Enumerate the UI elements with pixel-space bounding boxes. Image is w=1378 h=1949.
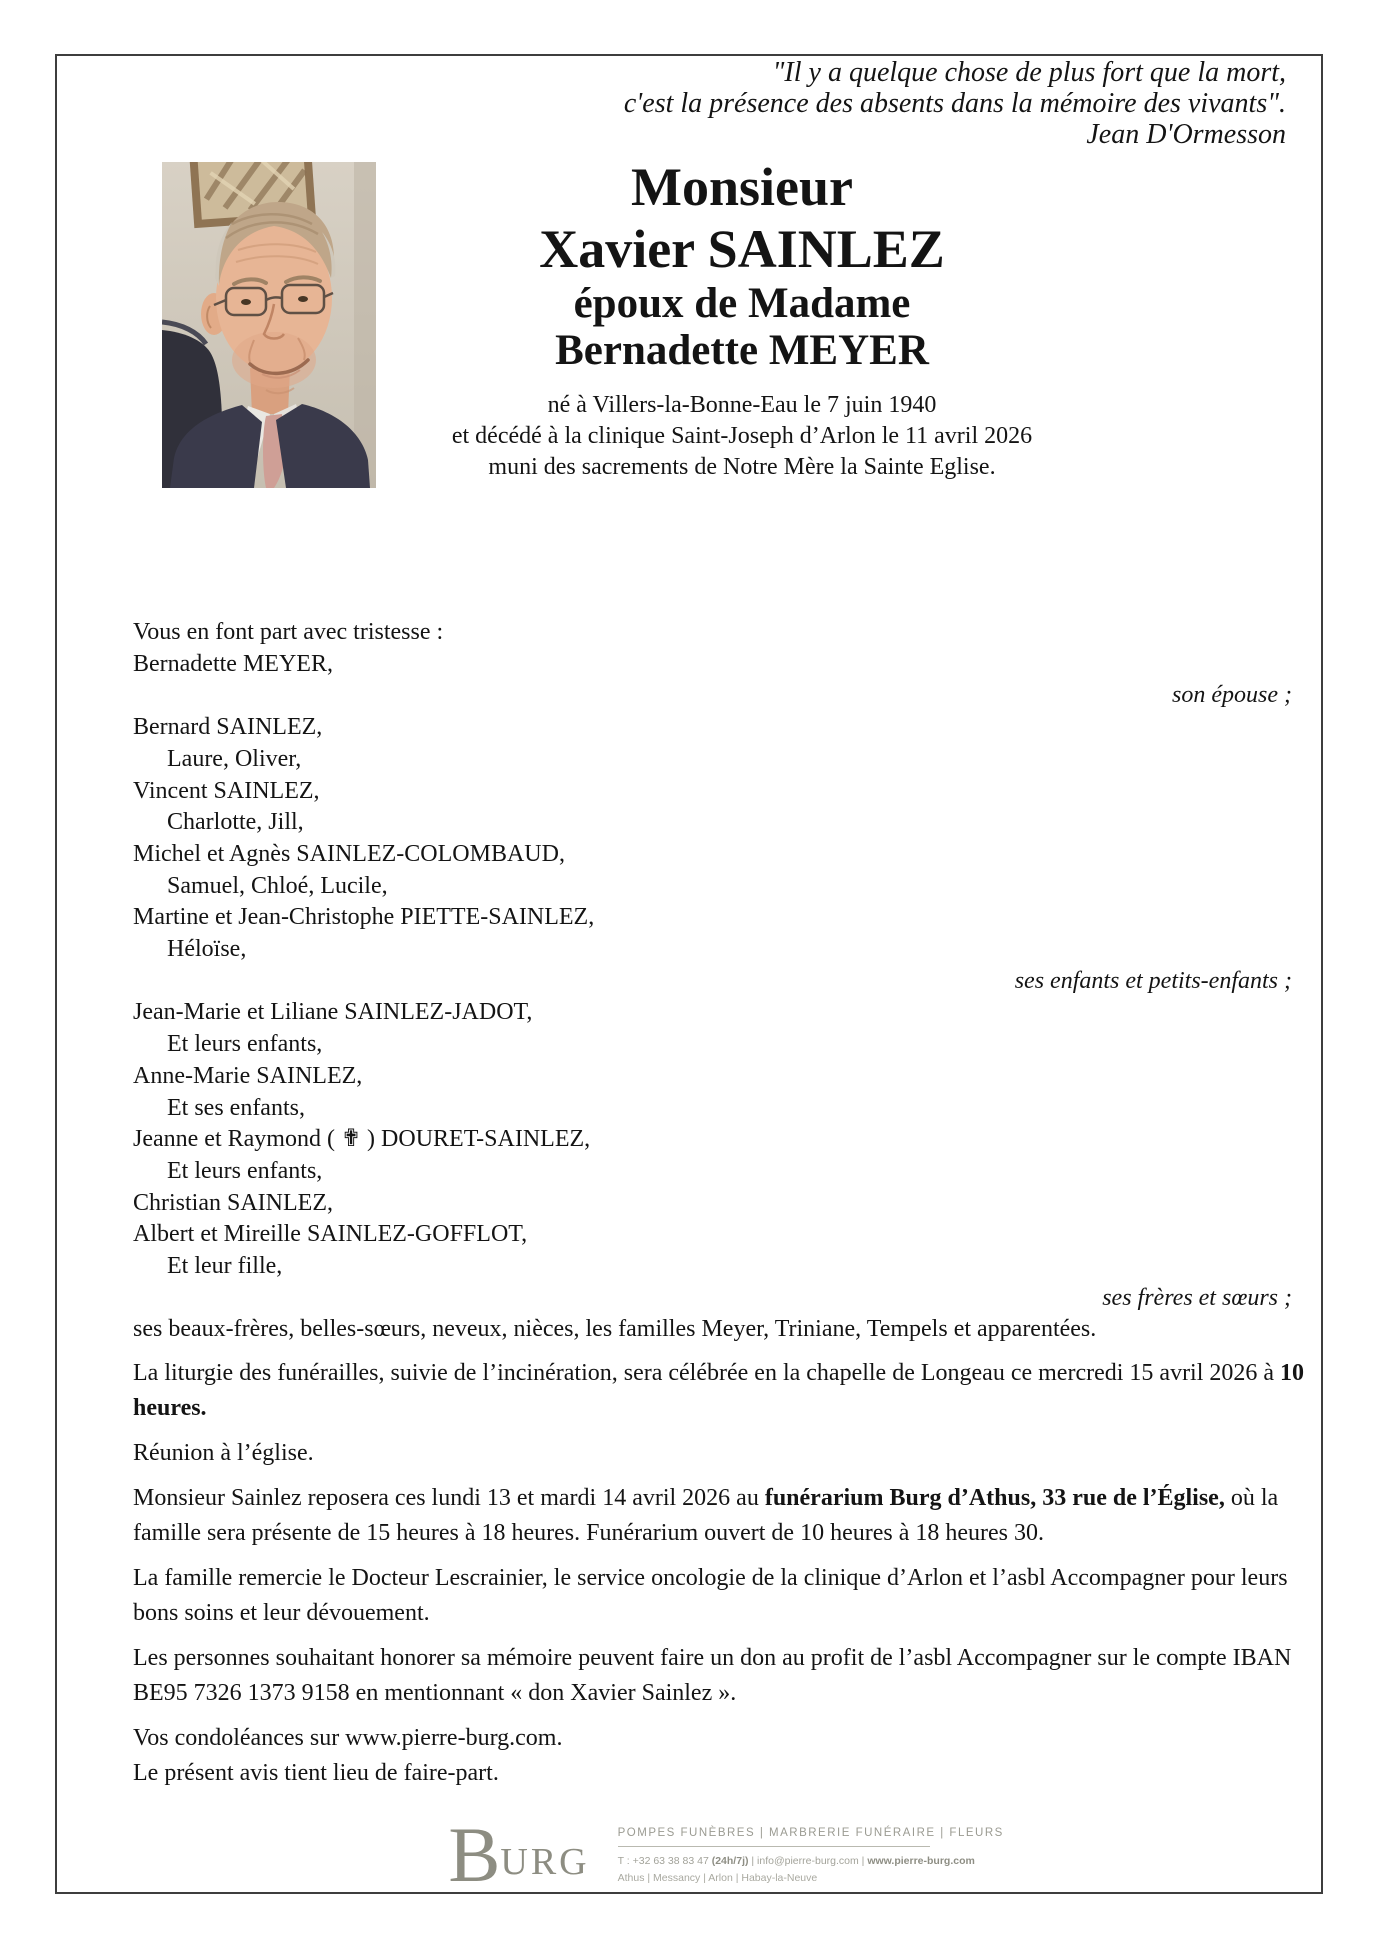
family-line: Bernadette MEYER, (133, 650, 333, 677)
burg-logo-rest: URG (500, 1841, 590, 1883)
family-line: Martine et Jean-Christophe PIETTE-SAINLEZ, (133, 904, 595, 931)
portrait-illustration (162, 162, 376, 488)
memorial-quote (624, 57, 1286, 150)
paragraph: Monsieur Sainlez reposera ces lundi 13 et mardi 14 avril 2026 au funérarium Burg d’Athus, 33 rue de l’Église, où la famille sera présente de 15 heures à 18 heures. Funérarium ouvert de 10 heures à 18 heures 30. (133, 1485, 1279, 1547)
family-line: Laure, Oliver, (167, 745, 302, 772)
quote-attribution: Jean D'Ormesson (1086, 119, 1286, 150)
family-line: Jeanne et Raymond ( ✟ ) DOURET-SAINLEZ, (133, 1126, 591, 1153)
deceased-name: Xavier SAINLEZ (539, 219, 945, 279)
footer-locations: Athus | Messancy | Arlon | Habay-la-Neuve (617, 1871, 818, 1884)
family-line: Samuel, Chloé, Lucile, (167, 872, 388, 899)
burg-logo-initial: B (448, 1811, 501, 1898)
family-line: Et leur fille, (167, 1253, 283, 1280)
family-line: Et ses enfants, (167, 1094, 305, 1121)
family-line: ses beaux-frères, belles-sœurs, neveux, nièces, les familles Meyer, Triniane, Tempels et apparentées. (133, 1316, 1097, 1343)
family-list (133, 649, 1323, 1346)
footer-contact: T : +32 63 38 83 47 (24h/7j) | info@pierre-burg.com | www.pierre-burg.com (617, 1854, 975, 1867)
family-line: Michel et Agnès SAINLEZ-COLOMBAUD, (133, 840, 565, 867)
family-line: Bernard SAINLEZ, (133, 714, 323, 741)
relation-label: son épouse ; (1172, 682, 1292, 709)
birth-line: né à Villers-la-Bonne-Eau le 7 juin 1940 (547, 392, 937, 418)
relation-label: ses frères et sœurs ; (1102, 1284, 1292, 1311)
relation-label: ses enfants et petits-enfants ; (1014, 967, 1292, 994)
body-paragraphs (133, 1356, 1323, 1711)
quote-line-1: "Il y a quelque chose de plus fort que la mort, (772, 57, 1286, 88)
family-line: Héloïse, (167, 936, 247, 963)
life-details (367, 390, 1117, 483)
announcement-intro: Vous en font part avec tristesse : (133, 619, 444, 645)
family-line: Albert et Mireille SAINLEZ-GOFFLOT, (133, 1221, 528, 1248)
deceased-titles (367, 156, 1117, 483)
quote-line-2: c'est la présence des absents dans la mémoire des vivants". (623, 88, 1286, 119)
funeral-home-footer (57, 1811, 1321, 1898)
closing-lines (133, 1721, 1323, 1791)
footer-services: POMPES FUNÈBRES | MARBRERIE FUNÉRAIRE | FLEURS (617, 1826, 1004, 1839)
paragraph: La liturgie des funérailles, suivie de l’incinération, sera célébrée en la chapelle de Longeau ce mercredi 15 avril 2026 à 10 heures. (133, 1360, 1305, 1422)
family-line: Et leurs enfants, (167, 1031, 323, 1058)
spouse-name: Bernadette MEYER (555, 327, 929, 374)
family-line: Christian SAINLEZ, (133, 1189, 333, 1216)
family-line: Vincent SAINLEZ, (133, 777, 320, 804)
announcement-body (133, 617, 1323, 1791)
closing-line: Vos condoléances sur www.pierre-burg.com. (133, 1725, 563, 1752)
paragraph: La famille remercie le Docteur Lescrainier, le service oncologie de la clinique d’Arlon et l’asbl Accompagner pour leurs bons soins et leur dévouement. (133, 1565, 1288, 1627)
sacraments-line: muni des sacrements de Notre Mère la Sainte Eglise. (488, 454, 996, 480)
burg-logo (448, 1811, 590, 1898)
page-border-frame (55, 54, 1323, 1898)
death-line: et décédé à la clinique Saint-Joseph d’Arlon le 11 avril 2026 (451, 423, 1033, 449)
paragraph: Les personnes souhaitant honorer sa mémoire peuvent faire un don au profit de l’asbl Accompagner sur le compte IBAN BE95 7326 1373 9158 en mentionnant « don Xavier Sainlez ». (133, 1645, 1292, 1707)
family-line: Et leurs enfants, (167, 1157, 323, 1184)
footer-divider (618, 1846, 930, 1847)
portrait-photo (162, 162, 376, 488)
closing-line: Le présent avis tient lieu de faire-part. (133, 1760, 499, 1787)
family-line: Anne-Marie SAINLEZ, (133, 1062, 363, 1089)
footer-info-column (617, 1826, 1004, 1884)
civility: Monsieur (631, 157, 853, 217)
spouse-prefix: époux de Madame (573, 280, 911, 327)
family-line: Jean-Marie et Liliane SAINLEZ-JADOT, (133, 999, 533, 1026)
paragraph: Réunion à l’église. (133, 1440, 314, 1467)
family-line: Charlotte, Jill, (167, 809, 304, 836)
